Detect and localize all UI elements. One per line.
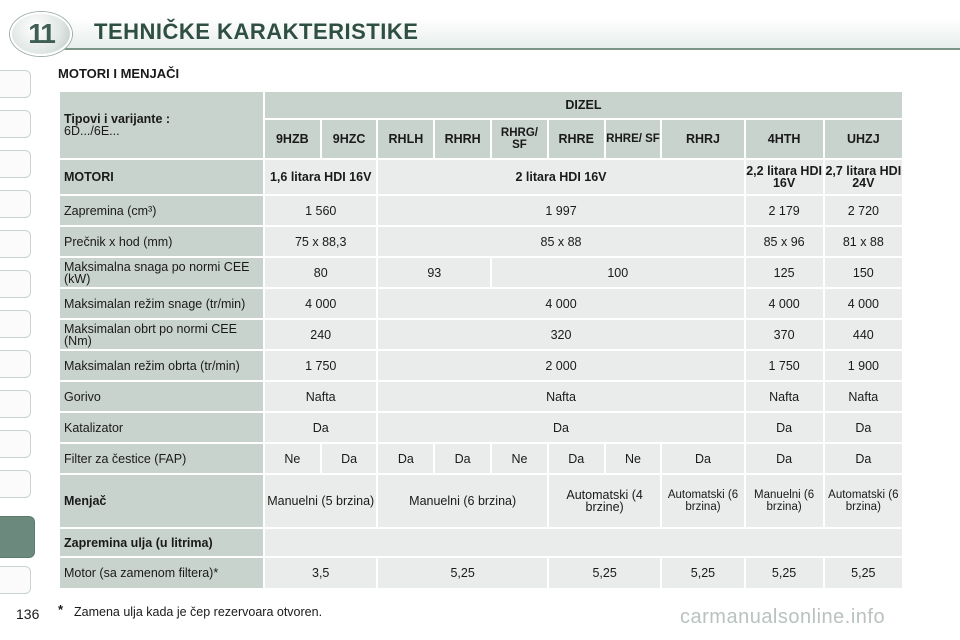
row-label: Zapremina (cm³) xyxy=(60,196,263,225)
table-row xyxy=(60,320,902,349)
cell: 4 000 xyxy=(825,289,902,318)
cell: Nafta xyxy=(378,382,743,411)
cell: Da xyxy=(662,444,743,473)
cell: 5,25 xyxy=(746,558,823,588)
cell: 1 560 xyxy=(265,196,377,225)
cell: Da xyxy=(549,444,604,473)
cell: 5,25 xyxy=(549,558,661,588)
cell: 4 000 xyxy=(378,289,743,318)
page-number: 136 xyxy=(16,606,40,622)
chapter-tab[interactable] xyxy=(0,70,31,98)
engine-code-header: RHLH xyxy=(378,120,433,158)
cell: Manuelni (6 brzina) xyxy=(378,475,546,527)
cell: 1 750 xyxy=(746,351,823,380)
watermark: carmanualsonline.info xyxy=(680,606,886,628)
oil-section-title: Zapremina ulja (u litrima) xyxy=(60,529,263,556)
cell: Nafta xyxy=(746,382,823,411)
page-title: TEHNIČKE KARAKTERISTIKE xyxy=(94,19,419,44)
row-label: Maksimalan obrt po normi CEE (Nm) xyxy=(60,320,263,349)
specs-table xyxy=(58,90,904,590)
row-label: Maksimalan režim obrta (tr/min) xyxy=(60,351,263,380)
engine-code-header: UHZJ xyxy=(825,120,902,158)
chapter-tab[interactable] xyxy=(0,430,31,458)
cell: 2 000 xyxy=(378,351,743,380)
row-label: Motor (sa zamenom filtera)* xyxy=(60,558,263,588)
chapter-tab[interactable] xyxy=(0,566,31,594)
cell: 1 750 xyxy=(265,351,377,380)
table-row xyxy=(60,289,902,318)
cell: 240 xyxy=(265,320,377,349)
cell: Da xyxy=(825,444,902,473)
chapter-tab-active[interactable] xyxy=(0,516,35,558)
variants-sub: 6D.../6E... xyxy=(64,124,120,138)
cell: 2,2 litara HDI 16V xyxy=(746,160,823,194)
table-row xyxy=(60,160,902,194)
cell: 75 x 88,3 xyxy=(265,227,377,256)
cell: 2,7 litara HDI 24V xyxy=(825,160,902,194)
cell: Da xyxy=(265,413,377,442)
cell: 93 xyxy=(378,258,490,287)
cell: 85 x 88 xyxy=(378,227,743,256)
row-label: Maksimalna snaga po normi CEE (kW) xyxy=(60,258,263,287)
chapter-tab[interactable] xyxy=(0,470,31,498)
row-label: MOTORI xyxy=(60,160,263,194)
engine-code-header: 9HZC xyxy=(322,120,377,158)
cell: 2 litara HDI 16V xyxy=(378,160,743,194)
footnote-text: Zamena ulja kada je čep rezervoara otvoren. xyxy=(74,605,323,619)
cell: 125 xyxy=(746,258,823,287)
table-row xyxy=(60,413,902,442)
cell: 150 xyxy=(825,258,902,287)
table-row xyxy=(60,444,902,473)
cell: 320 xyxy=(378,320,743,349)
chapter-tab[interactable] xyxy=(0,190,31,218)
fuel-group-header: DIZEL xyxy=(265,92,902,118)
cell: 1 900 xyxy=(825,351,902,380)
cell: 370 xyxy=(746,320,823,349)
cell: 100 xyxy=(492,258,744,287)
row-label: Gorivo xyxy=(60,382,263,411)
engine-code-header: 9HZB xyxy=(265,120,320,158)
chapter-tab[interactable] xyxy=(0,110,31,138)
cell: Da xyxy=(746,444,823,473)
cell: 5,25 xyxy=(825,558,902,588)
cell: Da xyxy=(378,444,433,473)
cell: 1,6 litara HDI 16V xyxy=(265,160,377,194)
table-row xyxy=(60,475,902,527)
cell: 2 720 xyxy=(825,196,902,225)
cell: Automatski (4 brzine) xyxy=(549,475,661,527)
cell: Manuelni (5 brzina) xyxy=(265,475,377,527)
cell: 3,5 xyxy=(265,558,377,588)
cell: 81 x 88 xyxy=(825,227,902,256)
row-label: Prečnik x hod (mm) xyxy=(60,227,263,256)
cell: Da xyxy=(825,413,902,442)
chapter-tab[interactable] xyxy=(0,310,31,338)
table-row xyxy=(60,227,902,256)
cell: 4 000 xyxy=(265,289,377,318)
chapter-tab[interactable] xyxy=(0,350,31,378)
chapter-tab[interactable] xyxy=(0,270,31,298)
cell: Da xyxy=(435,444,490,473)
section-title: MOTORI I MENJAČI xyxy=(58,66,180,81)
chapter-number-badge: 11 xyxy=(10,12,72,56)
cell: Nafta xyxy=(825,382,902,411)
table-row xyxy=(60,558,902,588)
cell: 1 997 xyxy=(378,196,743,225)
cell: 5,25 xyxy=(378,558,546,588)
footnote-mark: * xyxy=(58,602,64,617)
cell: Manuelni (6 brzina) xyxy=(746,475,823,527)
cell: 5,25 xyxy=(662,558,743,588)
engine-code-header: RHRG/ SF xyxy=(492,120,547,158)
variants-label: Tipovi i varijante : xyxy=(64,112,171,126)
table-row xyxy=(60,382,902,411)
chapter-tab[interactable] xyxy=(0,230,31,258)
cell: Da xyxy=(746,413,823,442)
engine-code-header: RHRE/ SF xyxy=(606,120,661,158)
cell: Ne xyxy=(492,444,547,473)
table-row xyxy=(60,196,902,225)
cell: Automatski (6 brzina) xyxy=(662,475,743,527)
engine-code-header: RHRE xyxy=(549,120,604,158)
cell xyxy=(265,529,902,556)
cell: Ne xyxy=(265,444,320,473)
table-row xyxy=(60,258,902,287)
row-label: Katalizator xyxy=(60,413,263,442)
cell: Automatski (6 brzina) xyxy=(825,475,902,527)
variants-label-cell xyxy=(60,92,263,158)
cell: 4 000 xyxy=(746,289,823,318)
cell: Da xyxy=(322,444,377,473)
row-label: Maksimalan režim snage (tr/min) xyxy=(60,289,263,318)
cell: Da xyxy=(378,413,743,442)
cell: Ne xyxy=(606,444,661,473)
row-label: Filter za čestice (FAP) xyxy=(60,444,263,473)
engine-code-header: 4HTH xyxy=(746,120,823,158)
cell: 80 xyxy=(265,258,377,287)
cell: 440 xyxy=(825,320,902,349)
chapter-tab[interactable] xyxy=(0,150,31,178)
table-row xyxy=(60,529,902,556)
engine-code-header: RHRJ xyxy=(662,120,743,158)
engine-code-header: RHRH xyxy=(435,120,490,158)
cell: Nafta xyxy=(265,382,377,411)
cell: 85 x 96 xyxy=(746,227,823,256)
cell: 2 179 xyxy=(746,196,823,225)
row-label: Menjač xyxy=(60,475,263,527)
table-row xyxy=(60,351,902,380)
chapter-tab[interactable] xyxy=(0,390,31,418)
